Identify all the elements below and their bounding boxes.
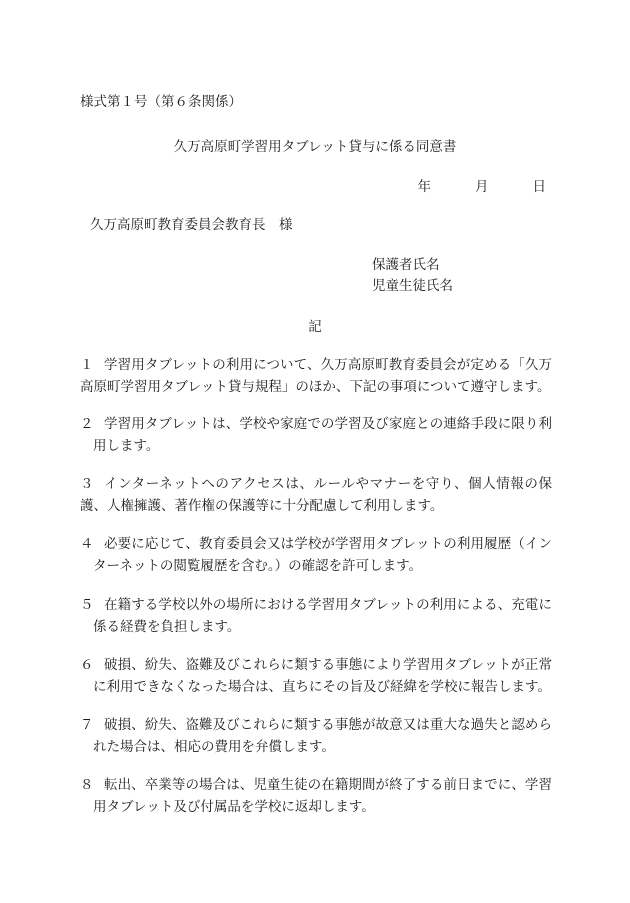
item-number: ３ (80, 476, 94, 492)
item-text: 破損、紛失、盗難及びこれらに類する事態が故意又は重大な過失と認められた場合は、相応の費用を弁償します。 (93, 717, 552, 755)
item-text: 転出、卒業等の場合は、児童生徒の在籍期間が終了する前日までに、学習用タブレット及び付属品を学校に返却します。 (93, 777, 552, 815)
item-number: ７ (80, 717, 94, 733)
child-name-label: 児童生徒氏名 (372, 278, 453, 294)
date-month: 月 (475, 179, 489, 195)
item-number: １ (80, 357, 94, 373)
date-day: 日 (532, 179, 546, 195)
item-text: 学習用タブレットの利用について、久万高原町教育委員会が定める「久万高原町学習用タブレット貸与規程」のほか、下記の事項について遵守します。 (80, 357, 552, 395)
list-item (80, 473, 552, 517)
list-item (80, 594, 552, 638)
item-text: 在籍する学校以外の場所における学習用タブレットの利用による、充電に係る経費を負担します。 (93, 597, 552, 635)
list-item (80, 354, 552, 398)
date-field (418, 178, 547, 196)
list-item (80, 413, 552, 457)
list-item (80, 714, 552, 758)
list-item (80, 774, 552, 818)
item-text: 破損、紛失、盗難及びこれらに類する事態により学習用タブレットが正常に利用できなくなった場合は、直ちにその旨及び経緯を学校に報告します。 (93, 657, 552, 695)
item-number: ６ (80, 657, 94, 673)
addressee: 久万高原町教育委員会教育長 様 (90, 217, 293, 233)
item-number: ２ (80, 416, 94, 432)
list-item (80, 654, 552, 698)
item-text: 学習用タブレットは、学校や家庭での学習及び家庭との連絡手段に限り利用します。 (93, 416, 552, 454)
list-item (80, 533, 552, 577)
item-number: ４ (80, 536, 94, 552)
guardian-name-label: 保護者氏名 (372, 257, 440, 273)
date-year: 年 (417, 179, 431, 195)
document-title: 久万高原町学習用タブレット貸与に係る同意書 (173, 139, 457, 155)
item-text: 必要に応じて、教育委員会又は学校が学習用タブレットの利用履歴（インターネットの閲覧履歴を含む。）の確認を許可します。 (93, 536, 552, 574)
form-number: 様式第１号（第６条関係） (80, 94, 242, 110)
item-text: インターネットへのアクセスは、ルールやマナーを守り、個人情報の保護、人権擁護、著作権の保護等に十分配慮して利用します。 (80, 476, 552, 514)
item-number: ８ (80, 777, 94, 793)
item-number: ５ (80, 597, 94, 613)
ki-heading: 記 (308, 319, 322, 335)
